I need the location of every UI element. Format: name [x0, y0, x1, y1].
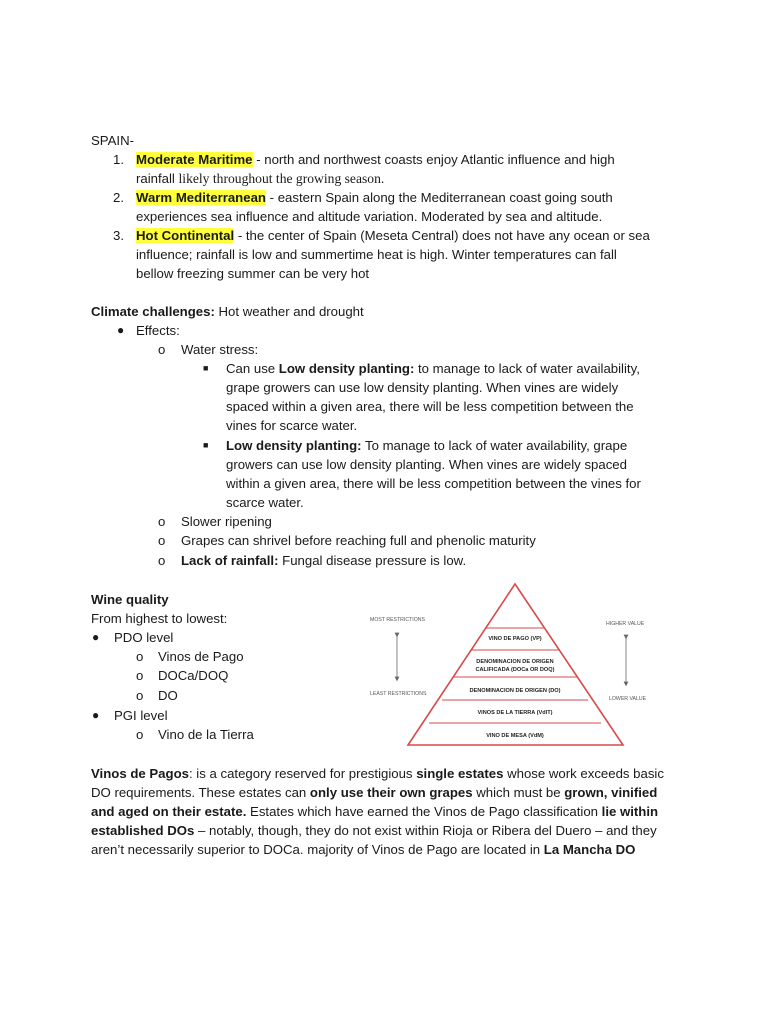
- pagos-line-4: established DOs – notably, though, they do not exist within Rioja or Ribera del Duero – and they: [91, 823, 657, 838]
- climate-name: Hot Continental: [136, 228, 235, 243]
- lack-of-rainfall: Lack of rainfall: Fungal disease pressure is low.: [181, 553, 467, 568]
- climate-item-3: Hot Continental - the center of Spain (Meseta Central) does not have any ocean or sea: [136, 228, 650, 243]
- bullet-icon: ●: [92, 708, 100, 722]
- pdo-item: Vinos de Pago: [158, 649, 244, 664]
- circle-bullet-icon: o: [158, 342, 166, 357]
- climate-name: Warm Mediterranean: [136, 190, 266, 205]
- climate-item-1: Moderate Maritime - north and northwest coasts enjoy Atlantic influence and high: [136, 152, 615, 167]
- tier-label: VINO DE PAGO (VP): [488, 636, 542, 642]
- spain-heading: SPAIN-: [91, 133, 134, 148]
- circle-bullet-icon: o: [136, 727, 144, 742]
- wine-quality-pyramid: [360, 578, 660, 753]
- list-number: 2.: [113, 190, 124, 205]
- least-restrictions-label: LEAST RESTRICTIONS: [370, 691, 427, 697]
- stress-item-1-line4: vines for scarce water.: [226, 418, 358, 433]
- pagos-line-1: Vinos de Pagos: is a category reserved for prestigious single estates whose work exceeds basic: [91, 766, 664, 781]
- tier-label: DENOMINACION DE ORIGEN (DO): [469, 688, 561, 694]
- tier-label: CALIFICADA (DOCa OR DOQ): [475, 667, 555, 673]
- circle-bullet-icon: o: [158, 553, 166, 568]
- climate-item-2-line2: experiences sea influence and altitude variation. Moderated by sea and altitude.: [136, 209, 603, 224]
- tier-label: VINO DE MESA (VdM): [486, 733, 544, 739]
- stress-item-2-line4: scarce water.: [226, 495, 304, 510]
- challenges-line: Climate challenges: Hot weather and drought: [91, 304, 364, 319]
- stress-item-1: Can use Low density planting: to manage to lack of water availability,: [226, 361, 640, 376]
- pdo-item: DOCa/DOQ: [158, 668, 229, 683]
- water-stress-label: Water stress:: [181, 342, 259, 357]
- circle-bullet-icon: o: [136, 649, 144, 664]
- tier-label: VINOS DE LA TIERRA (VdlT): [477, 710, 553, 716]
- slower-ripening: Slower ripening: [181, 514, 272, 529]
- pagos-line-3: and aged on their estate. Estates which have earned the Vinos de Pago classification lie within: [91, 804, 659, 819]
- stress-item-1-line3: spaced within a given area, there will be less competition between the: [226, 399, 634, 414]
- list-number: 3.: [113, 228, 124, 243]
- pagos-line-2: DO requirements. These estates can only use their own grapes which must be grown, vinified: [91, 785, 658, 800]
- climate-item-2: Warm Mediterranean - eastern Spain along the Mediterranean coast going south: [136, 190, 613, 205]
- pgi-item: Vino de la Tierra: [158, 727, 254, 742]
- lower-value-label: LOWER VALUE: [609, 696, 647, 702]
- pdo-item: DO: [158, 688, 178, 703]
- circle-bullet-icon: o: [136, 688, 144, 703]
- bullet-icon: ●: [117, 323, 125, 337]
- grapes-shrivel: Grapes can shrivel before reaching full and phenolic maturity: [181, 533, 536, 548]
- wine-quality-subtitle: From highest to lowest:: [91, 611, 228, 626]
- stress-item-2-line3: within a given area, there will be less competition between the vines for: [226, 476, 641, 491]
- stress-item-2: Low density planting: To manage to lack of water availability, grape: [226, 438, 628, 453]
- square-bullet-icon: ■: [203, 440, 209, 450]
- wine-quality-title: Wine quality: [91, 592, 169, 607]
- pgi-level: PGI level: [114, 708, 168, 723]
- bullet-icon: ●: [92, 630, 100, 644]
- effects-label: Effects:: [136, 323, 180, 338]
- climate-item-3-line2: influence; rainfall is low and summertime heat is high. Winter temperatures can fall: [136, 247, 617, 262]
- circle-bullet-icon: o: [158, 514, 166, 529]
- climate-item-1-line2: rainfall likely throughout the growing season.: [136, 171, 385, 186]
- pagos-line-5: aren’t necessarily superior to DOCa. majority of Vinos de Pago are located in La Mancha DO: [91, 842, 636, 857]
- climate-item-3-line3: bellow freezing summer can be very hot: [136, 266, 370, 281]
- stress-item-1-line2: grape growers can use low density planting. When vines are widely: [226, 380, 619, 395]
- square-bullet-icon: ■: [203, 363, 209, 373]
- climate-name: Moderate Maritime: [136, 152, 253, 167]
- circle-bullet-icon: o: [158, 533, 166, 548]
- list-number: 1.: [113, 152, 124, 167]
- pdo-level: PDO level: [114, 630, 174, 645]
- higher-value-label: HIGHER VALUE: [606, 621, 645, 627]
- most-restrictions-label: MOST RESTRICTIONS: [370, 617, 425, 623]
- circle-bullet-icon: o: [136, 668, 144, 683]
- stress-item-2-line2: growers can use low density planting. When vines are widely spaced: [226, 457, 627, 472]
- tier-label: DENOMINACION DE ORIGEN: [476, 659, 554, 665]
